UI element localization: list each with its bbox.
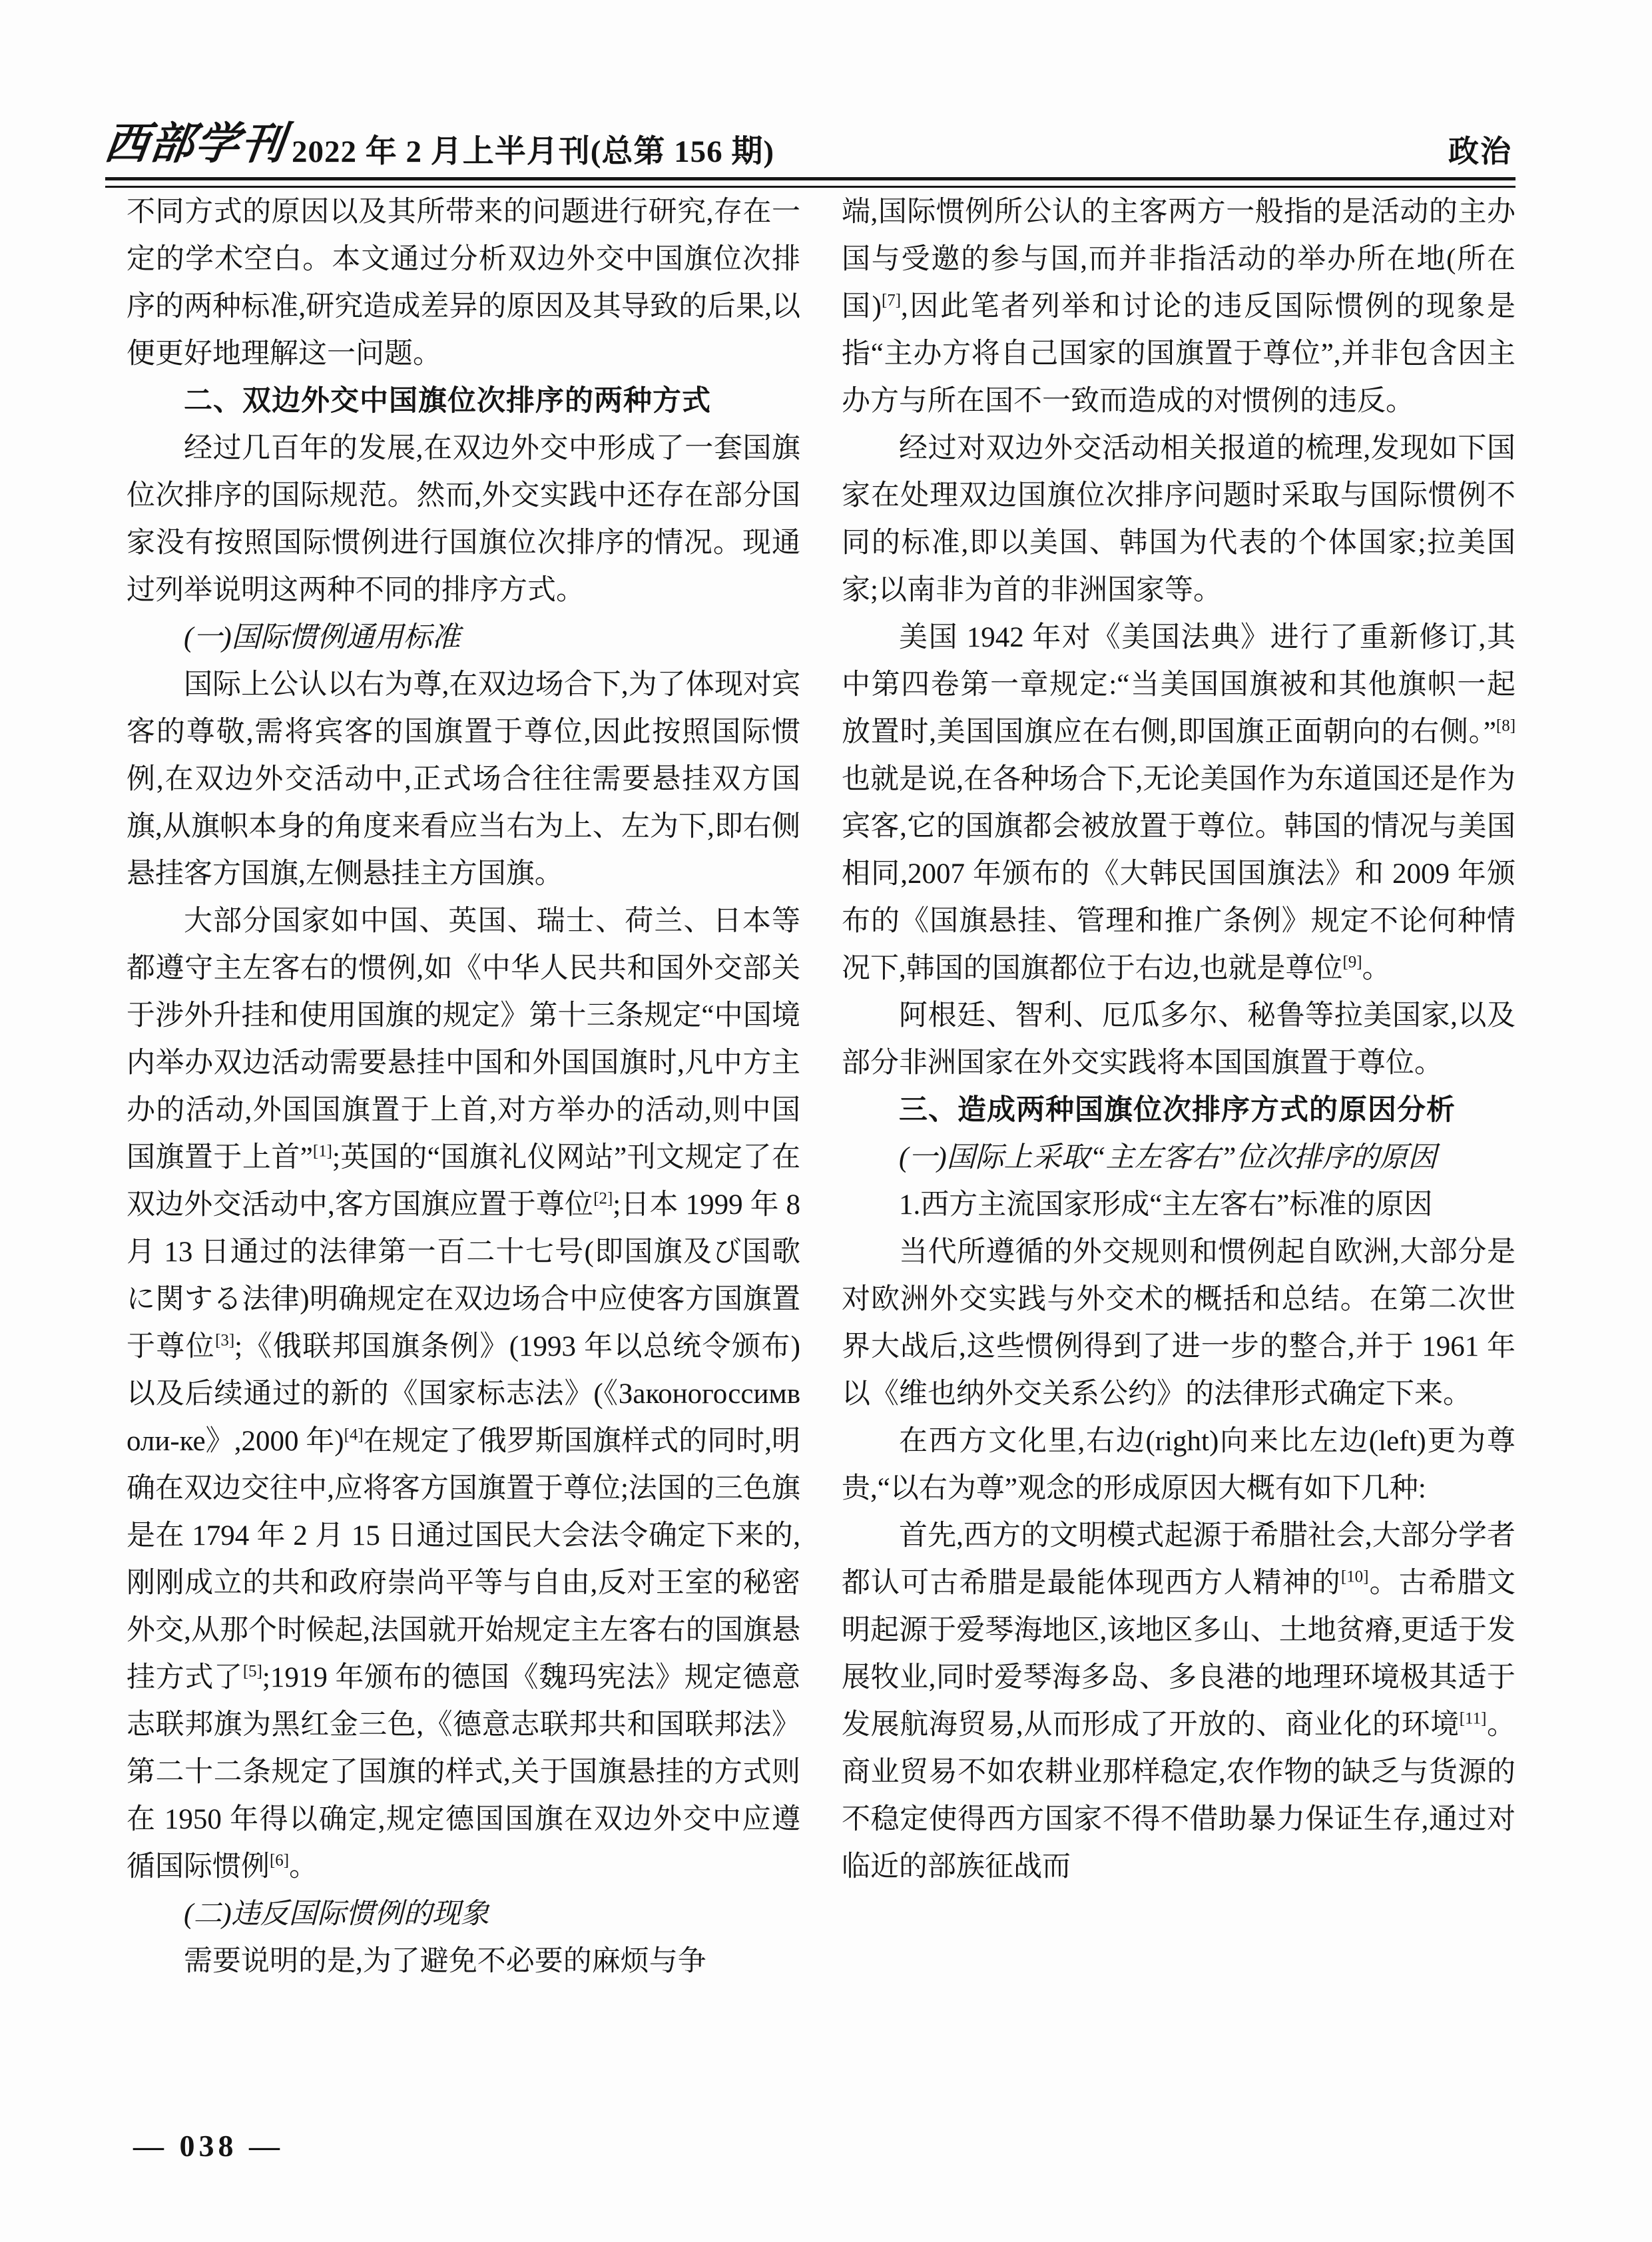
heading: 三、造成两种国旗位次排序方式的原因分析 [899,1094,1456,1126]
page-number: — 038 — [133,2129,284,2163]
citation-ref: [1] [312,1142,332,1161]
paragraph: 经过几百年的发展,在双边外交中形成了一套国旗位次排序的国际规范。然而,外交实践中还存在部分国家没有按照国际惯例进行国旗位次排序的情况。现通过列举说明这两种不同的排序方式。 [127,433,800,606]
paragraph: 当代所遵循的外交规则和惯例起自欧洲,大部分是对欧洲外交实践与外交术的概括和总结。在第二次世界大战后,这些惯例得到了进一步的整合,并于 1961 年以《维也纳外交关系公约》的法律形式确定下来。 [842,1237,1515,1410]
citation-ref: [4] [344,1426,364,1444]
citation-ref: [8] [1496,716,1515,735]
journal-logo: 西部学刊 [101,120,289,168]
heading: 二、双边外交中国旗位次排序的两种方式 [184,385,711,417]
paragraph: 在西方文化里,右边(right)向来比左边(left)更为尊贵,“以右为尊”观念的形成原因大概有如下几种: [842,1426,1515,1504]
citation-ref: [7] [881,291,902,310]
paragraph: 美国 1942 年对《美国法典》进行了重新修订,其中第四卷第一章规定:“当美国国旗被和其他旗帜一起放置时,美国国旗应在右侧,即国旗正面朝向的右侧。”[8]也就是说,在各种场合下,无论美国作为东道国还是作为宾客,它的国旗都会被放置于尊位。韩国的情况与美国相同,2007 年颁布的《大韩民国国旗法》和 2009 年颁布的《国旗悬挂、管理和推广条例》规定不论何种情况下,韩国的国旗都位于右边,也就是尊位[9]。 [842,622,1515,984]
issue-info: 2022 年 2 月上半月刊(总第 156 期) [292,135,775,169]
paragraph: 经过对双边外交活动相关报道的梳理,发现如下国家在处理双边国旗位次排序问题时采取与国际惯例不同的标准,即以美国、韩国为代表的个体国家;拉美国家;以南非为首的非洲国家等。 [842,433,1515,606]
section-label: 政治 [1448,135,1512,168]
paragraph: 首先,西方的文明模式起源于希腊社会,大部分学者都认可古希腊是最能体现西方人精神的[10]。古希腊文明起源于爱琴海地区,该地区多山、土地贫瘠,更适于发展牧业,同时爱琴海多岛、多良港的地理环境极其适于发展航海贸易,从而形成了开放的、商业化的环境[11]。商业贸易不如农耕业那样稳定,农作物的缺乏与货源的不稳定使得西方国家不得不借助暴力保证生存,通过对临近的部族征战而 [842,1520,1516,1882]
heading: (一)国际惯例通用标准 [184,622,461,653]
article-body [127,188,1515,1985]
paragraph: 不同方式的原因以及其所带来的问题进行研究,存在一定的学术空白。本文通过分析双边外交中国旗位次排序的两种标准,研究造成差异的原因及其导致的后果,以便更好地理解这一问题。 [127,196,800,370]
heading: (二)违反国际惯例的现象 [184,1898,489,1930]
paragraph: 阿根廷、智利、厄瓜多尔、秘鲁等拉美国家,以及部分非洲国家在外交实践将本国国旗置于尊位。 [842,1000,1515,1079]
paragraph: 需要说明的是,为了避免不必要的麻烦与争 [184,1946,706,1977]
citation-ref: [2] [593,1189,613,1208]
paragraph: 大部分国家如中国、英国、瑞士、荷兰、日本等都遵守主左客右的惯例,如《中华人民共和国外交部关于涉外升挂和使用国旗的规定》第十三条规定“中国境内举办双边活动需要悬挂中国和外国国旗时,凡中方主办的活动,外国国旗置于上首,对方举办的活动,则中国国旗置于上首”[1];英国的“国旗礼仪网站”刊文规定了在双边外交活动中,客方国旗应置于尊位[2];日本 1999 年 8 月 13 日通过的法律第一百二十七号(即国旗及び国歌に関する法律)明确规定在双边场合中应使客方国旗置于尊位[3];《俄联邦国旗条例》(1993 年以总统令颁布)以及后续通过的新的《国家标志法》(《Законогоссимволи-ке》,2000 年)[4]在规定了俄罗斯国旗样式的同时,明确在双边交往中,应将客方国旗置于尊位;法国的三色旗是在 1794 年 2 月 15 日通过国民大会法令确定下来的,刚刚成立的共和政府崇尚平等与自由,反对王室的秘密外交,从那个时候起,法国就开始规定主左客右的国旗悬挂方式了[5];1919 年颁布的德国《魏玛宪法》规定德意志联邦旗为黑红金三色,《德意志联邦共和国联邦法》第二十二条规定了国旗的样式,关于国旗悬挂的方式则在 1950 年得以确定,规定德国国旗在双边外交中应遵循国际惯例[6]。 [127,906,801,1882]
paragraph: 国际上公认以右为尊,在双边场合下,为了体现对宾客的尊敬,需将宾客的国旗置于尊位,因此按照国际惯例,在双边外交活动中,正式场合往往需要悬挂双方国旗,从旗帜本身的角度来看应当右为上、左为下,即右侧悬挂客方国旗,左侧悬挂主方国旗。 [127,669,800,890]
column-right [842,188,1515,1985]
citation-ref: [5] [242,1662,262,1681]
page-header [101,108,1512,171]
citation-ref: [6] [270,1851,290,1870]
paragraph: 1.西方主流国家形成“主左客右”标准的原因 [899,1189,1433,1221]
column-left [127,188,800,1985]
citation-ref: [10] [1340,1567,1369,1586]
header-double-rule [105,177,1515,188]
citation-ref: [9] [1342,953,1362,972]
paragraph: 端,国际惯例所公认的主客两方一般指的是活动的主办国与受邀的参与国,而并非指活动的举办所在地(所在国)[7],因此笔者列举和讨论的违反国际惯例的现象是指“主办方将自己国家的国旗置于尊位”,并非包含因主办方与所在国不一致而造成的对惯例的违反。 [842,196,1515,417]
citation-ref: [11] [1459,1709,1487,1728]
citation-ref: [3] [215,1331,235,1350]
heading: (一)国际上采取“主左客右”位次排序的原因 [899,1142,1437,1173]
